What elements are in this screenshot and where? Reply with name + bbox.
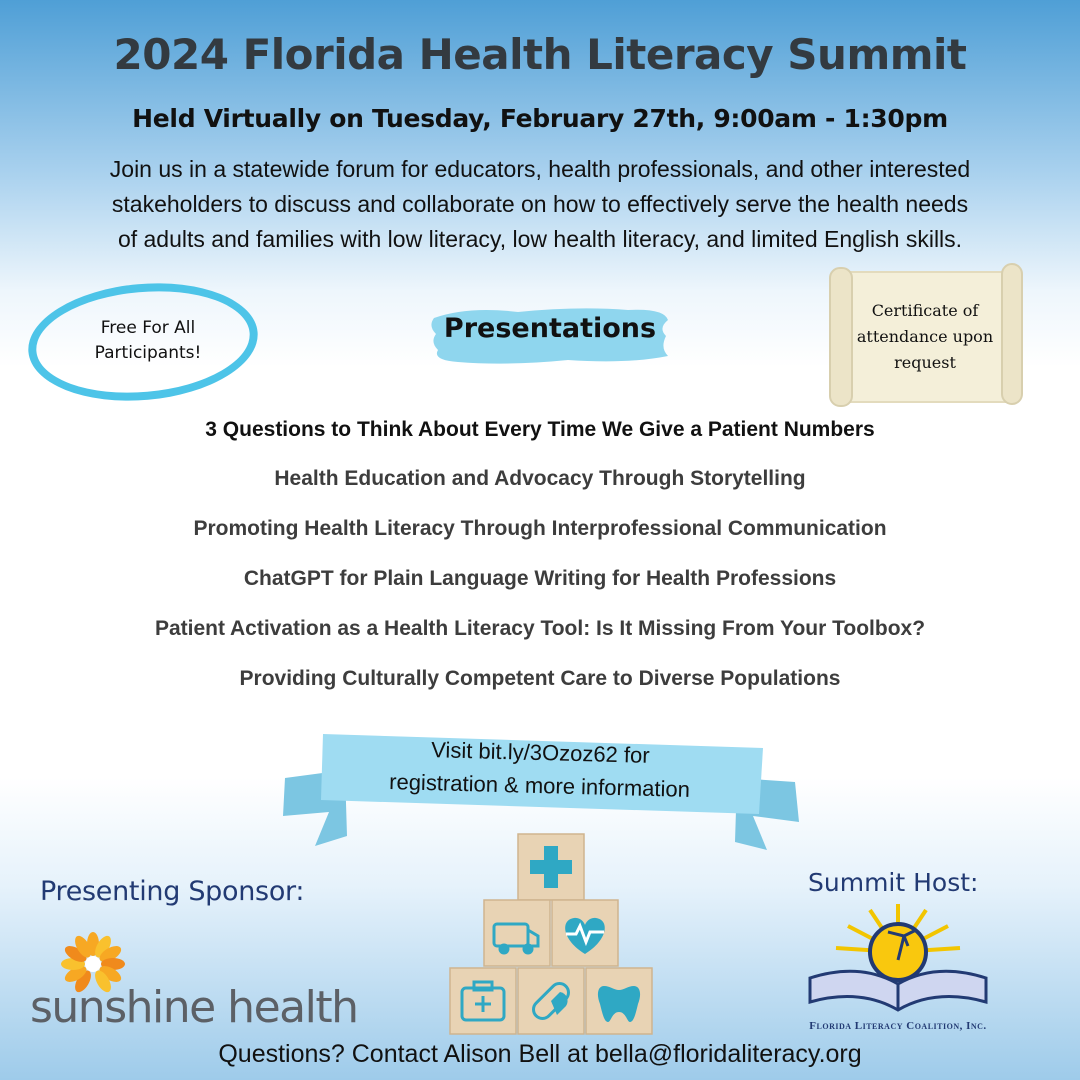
presentation-item: ChatGPT for Plain Language Writing for Health Professions xyxy=(243,567,837,590)
presentation-item: 3 Questions to Think About Every Time We Give a Patient Numbers xyxy=(205,418,875,441)
presentation-item: Promoting Health Literacy Through Interprofessional Communication xyxy=(193,517,887,540)
intro-paragraph xyxy=(10,152,1070,257)
contact-info[interactable]: Questions? Contact Alison Bell at bella@floridaliteracy.org xyxy=(218,1040,862,1068)
registration-line: registration & more information xyxy=(388,769,691,802)
medical-blocks-image xyxy=(448,832,654,1038)
presentation-item: Providing Culturally Competent Care to Diverse Populations xyxy=(239,667,841,690)
presentation-item: Patient Activation as a Health Literacy Tool: Is It Missing From Your Toolbox? xyxy=(154,617,926,640)
intro-line: Join us in a statewide forum for educators, health professionals, and other interested xyxy=(109,156,971,182)
host-heading: Summit Host: xyxy=(808,868,979,897)
host-name: Florida Literacy Coalition, Inc. xyxy=(809,1020,987,1032)
presentation-item: Health Education and Advocacy Through Storytelling xyxy=(274,467,806,490)
florida-literacy-coalition-logo-icon xyxy=(790,900,1006,1030)
certificate-line: Certificate of xyxy=(871,301,979,320)
registration-link[interactable]: Visit bit.ly/3Ozoz62 for xyxy=(430,737,650,768)
certificate-line: request xyxy=(894,353,956,372)
event-date-time: Held Virtually on Tuesday, February 27th, 9:00am - 1:30pm xyxy=(132,104,948,133)
registration-text[interactable] xyxy=(329,731,751,808)
certificate-line: attendance upon xyxy=(856,327,994,346)
free-line: Free For All xyxy=(100,318,196,338)
intro-line: of adults and families with low literacy, low health literacy, and limited English skills. xyxy=(117,226,963,252)
certificate-text xyxy=(842,298,1008,376)
free-line: Participants! xyxy=(94,343,202,363)
free-badge-text xyxy=(48,316,248,366)
intro-line: stakeholders to discuss and collaborate on how to effectively serve the health needs xyxy=(111,191,969,217)
sponsor-heading: Presenting Sponsor: xyxy=(40,876,305,907)
event-title: 2024 Florida Health Literacy Summit xyxy=(113,30,967,79)
sponsor-name: sunshine health xyxy=(30,982,358,1033)
presentations-heading: Presentations xyxy=(443,313,657,344)
